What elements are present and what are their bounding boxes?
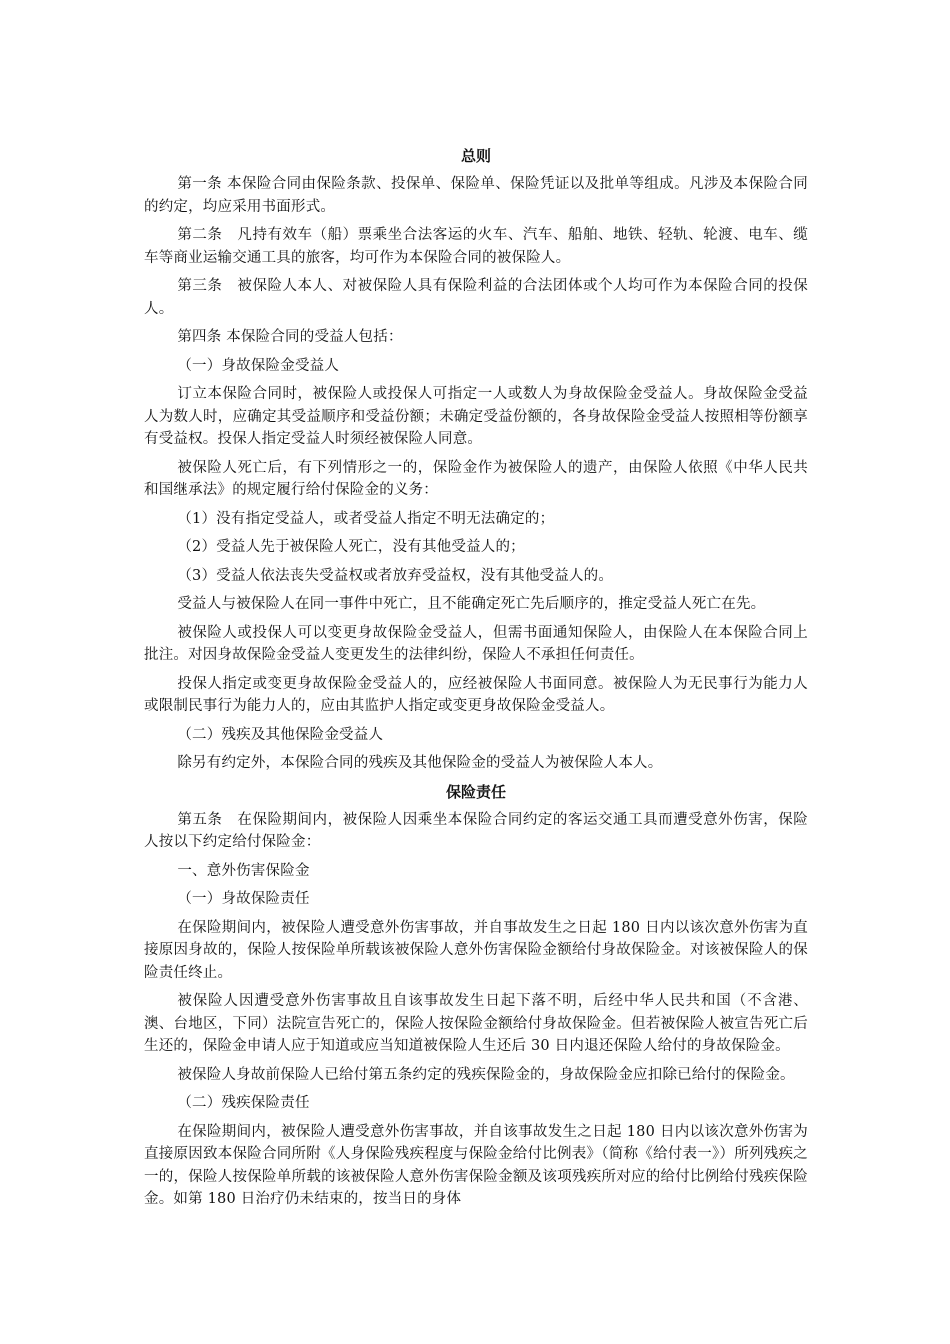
subheading-death-liability: （一）身故保险责任 <box>177 891 310 907</box>
list-item: （1）没有指定受益人，或者受益人指定不明无法确定的； <box>177 510 555 527</box>
paragraph: 投保人指定或变更身故保险金受益人的，应经被保险人书面同意。被保险人为无民事行为能力人或限制民事行为能力人的，应由其监护人指定或变更身故保险金受益人。 <box>144 675 808 714</box>
paragraph: 被保险人死亡后，有下列情形之一的，保险金作为被保险人的遗产，由保险人依照《中华人民共和国继承法》的规定履行给付保险金的义务： <box>144 459 808 498</box>
article-2: 第二条 凡持有效车（船）票乘坐合法客运的火车、汽车、船舶、地铁、轻轨、轮渡、电车、缆车等商业运输交通工具的旅客，均可作为本保险合同的被保险人。 <box>144 227 808 266</box>
subheading-disability-liability: （二）残疾保险责任 <box>177 1095 310 1111</box>
section-insurance-liability <box>144 781 808 1211</box>
article-4: 第四条 本保险合同的受益人包括： <box>177 329 403 345</box>
paragraph: 除另有约定外，本保险合同的残疾及其他保险金的受益人为被保险人本人。 <box>177 755 663 771</box>
section-general-provisions <box>144 145 808 775</box>
document-body <box>144 145 808 1217</box>
subheading-accident-benefit: 一、意外伤害保险金 <box>177 862 310 879</box>
subheading-death-beneficiary: （一）身故保险金受益人 <box>177 357 340 374</box>
list-item: （3）受益人依法丧失受益权或者放弃受益权，没有其他受益人的。 <box>177 567 614 584</box>
section-heading: 保险责任 <box>445 782 506 801</box>
list-item: （2）受益人先于被保险人死亡，没有其他受益人的； <box>177 539 525 555</box>
subheading-disability-beneficiary: （二）残疾及其他保险金受益人 <box>177 726 384 743</box>
paragraph: 在保险期间内，被保险人遭受意外伤害事故，并自该事故发生之日起 180 日内以该次意外伤害为直接原因致本保险合同所附《人身保险残疾程度与保险金给付比例表》（简称《给付表一》）所列残疾之一的，保险人按保险单所载的该被保险人意外伤害保险金额及该项残疾所对应的给付比例给付残疾保险金。如第 180 日治疗仍未结束的，按当日的身体 <box>144 1123 808 1207</box>
article-3: 第三条 被保险人本人、对被保险人具有保险利益的合法团体或个人均可作为本保险合同的投保人。 <box>144 278 808 317</box>
article-1: 第一条 本保险合同由保险条款、投保单、保险单、保险凭证以及批单等组成。凡涉及本保险合同的约定，均应采用书面形式。 <box>144 176 808 215</box>
section-heading: 总则 <box>460 147 491 165</box>
paragraph: 被保险人身故前保险人已给付第五条约定的残疾保险金的，身故保险金应扣除已给付的保险金。 <box>177 1066 795 1083</box>
paragraph: 被保险人因遭受意外伤害事故且自该事故发生日起下落不明，后经中华人民共和国（不含港、澳、台地区，下同）法院宣告死亡的，保险人按保险金额给付身故保险金。但若被保险人被宣告死亡后生还的，保险金申请人应于知道或应当知道被保险人生还后 30 日内退还保险人给付的身故保险金。 <box>144 993 808 1054</box>
paragraph: 被保险人或投保人可以变更身故保险金受益人，但需书面通知保险人，由保险人在本保险合同上批注。对因身故保险金受益人变更发生的法律纠纷，保险人不承担任何责任。 <box>144 624 808 663</box>
paragraph: 受益人与被保险人在同一事件中死亡，且不能确定死亡先后顺序的，推定受益人死亡在先。 <box>177 596 766 612</box>
paragraph: 在保险期间内，被保险人遭受意外伤害事故，并自事故发生之日起 180 日内以该次意外伤害为直接原因身故的，保险人按保险单所载该被保险人意外伤害保险金额给付身故保险金。对该被保险人的保险责任终止。 <box>144 919 808 981</box>
paragraph: 订立本保险合同时，被保险人或投保人可指定一人或数人为身故保险金受益人。身故保险金受益人为数人时，应确定其受益顺序和受益份额；未确定受益份额的，各身故保险金受益人按照相等份额享有受益权。投保人指定受益人时须经被保险人同意。 <box>144 386 808 447</box>
article-5: 第五条 在保险期间内，被保险人因乘坐本保险合同约定的客运交通工具而遭受意外伤害，保险人按以下约定给付保险金： <box>144 811 808 850</box>
